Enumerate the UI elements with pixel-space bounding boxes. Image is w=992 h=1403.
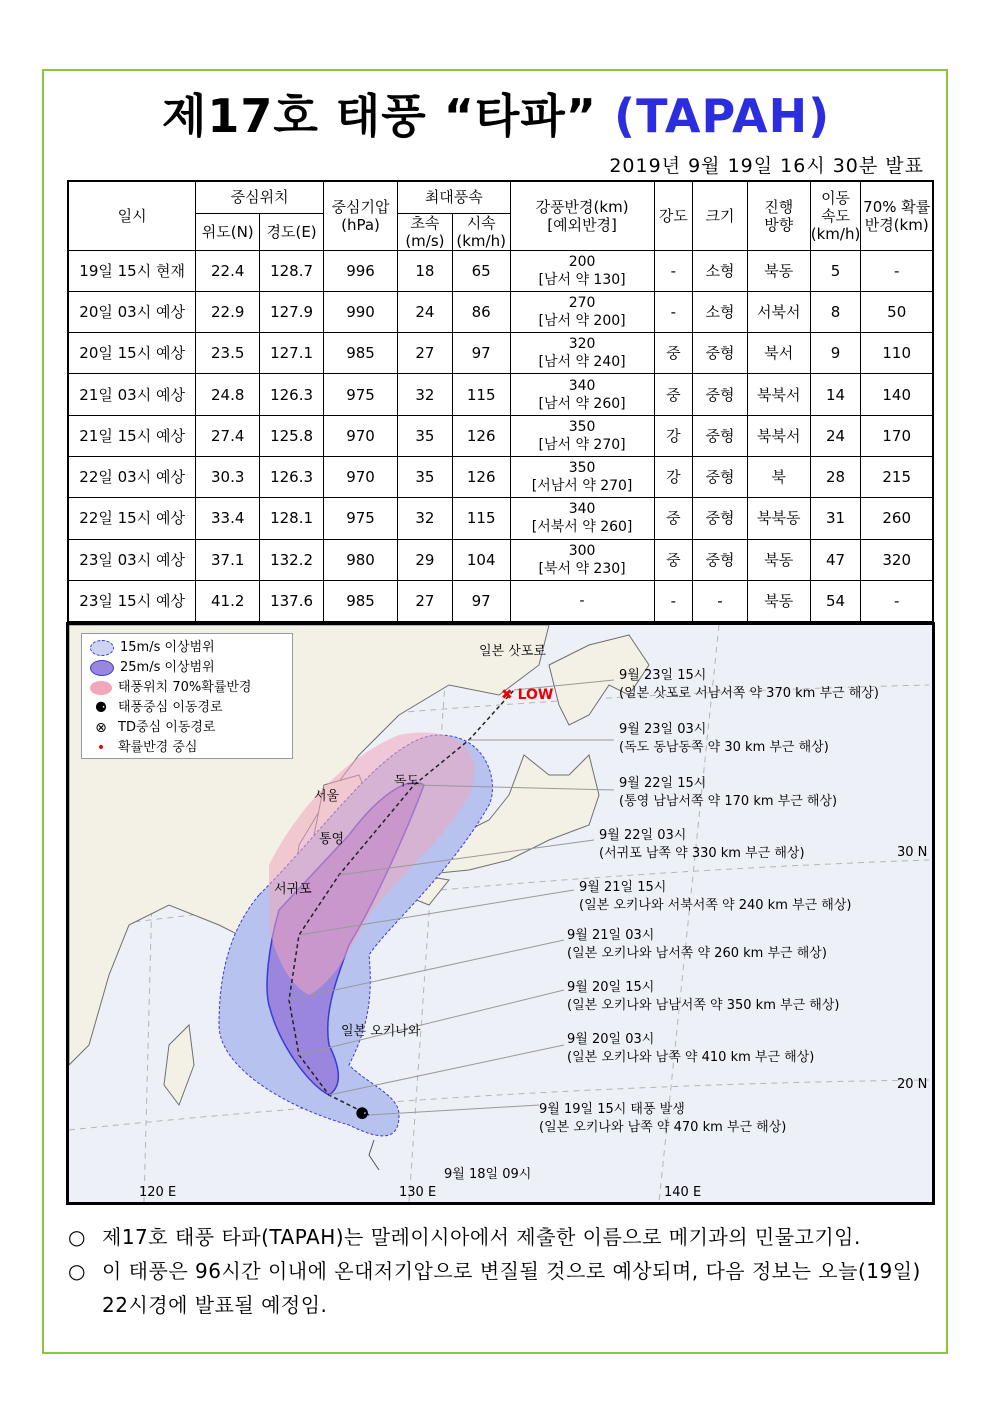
annotation: 9월 22일 03시 (서귀포 남쪽 약 330 km 부근 해상)	[599, 828, 805, 861]
cell-spd: 5	[810, 250, 861, 291]
cell-kmh: 126	[452, 415, 510, 456]
cell-spd: 14	[810, 374, 861, 415]
cell-prob: 110	[861, 333, 933, 374]
cell-p: 970	[324, 415, 398, 456]
title-korean: 제17호 태풍 “타파”	[161, 89, 598, 143]
lon-140: 140 E	[664, 1185, 702, 1200]
cell-p: 975	[324, 374, 398, 415]
legend-prob-center: • 확률반경 중심	[96, 739, 198, 756]
cell-ms: 32	[398, 374, 453, 415]
cell-dir: 북서	[747, 333, 810, 374]
cell-lon: 126.3	[260, 456, 324, 497]
header-direction: 진행 방향	[747, 181, 810, 250]
place-sapporo: 일본 삿포로	[479, 644, 546, 659]
annotation: 9월 20일 03시 (일본 오키나와 남쪽 약 410 km 부근 해상)	[567, 1032, 815, 1065]
cell-spd: 54	[810, 580, 861, 621]
table-row	[68, 374, 933, 415]
cell-spd: 9	[810, 333, 861, 374]
cell-st: -	[654, 580, 693, 621]
header-pressure: 중심기압 (hPa)	[324, 181, 398, 250]
annotation: 9월 19일 15시 태풍 발생 (일본 오키나와 남쪽 약 470 km 부근 해상)	[539, 1102, 787, 1135]
header-lat: 위도(N)	[196, 213, 260, 250]
table-row	[68, 539, 933, 580]
cell-st: -	[654, 250, 693, 291]
cell-lon: 137.6	[260, 580, 324, 621]
cell-lon: 126.3	[260, 374, 324, 415]
header-radius: 강풍반경(km) [예외반경]	[510, 181, 654, 250]
notes	[68, 1220, 930, 1322]
cell-ms: 27	[398, 333, 453, 374]
place-seoul: 서울	[314, 789, 340, 804]
cell-ms: 35	[398, 456, 453, 497]
lat-30: 30 N	[897, 845, 928, 860]
cell-lat: 22.4	[196, 250, 260, 291]
cell-sz: 중형	[693, 374, 748, 415]
cell-kmh: 115	[452, 374, 510, 415]
forecast-table	[67, 180, 934, 623]
cell-sz: 중형	[693, 498, 748, 539]
annotation-td-start: 9월 18일 09시	[444, 1167, 532, 1182]
header-max-wind: 최대풍속	[398, 181, 511, 213]
cell-ms: 18	[398, 250, 453, 291]
cell-lat: 41.2	[196, 580, 260, 621]
annotation: 9월 21일 03시 (일본 오키나와 남서쪽 약 260 km 부근 해상)	[567, 928, 827, 961]
cell-time: 21일 15시 예상	[68, 415, 196, 456]
cell-kmh: 97	[452, 580, 510, 621]
cell-st: 중	[654, 374, 693, 415]
cell-time: 20일 15시 예상	[68, 333, 196, 374]
cell-r: -	[510, 580, 654, 621]
cell-lon: 128.1	[260, 498, 324, 539]
cell-spd: 47	[810, 539, 861, 580]
cell-prob: 170	[861, 415, 933, 456]
cell-time: 23일 15시 예상	[68, 580, 196, 621]
cell-st: 강	[654, 415, 693, 456]
legend-25: 25m/s 이상범위	[90, 658, 215, 678]
table-row	[68, 333, 933, 374]
low-marker: ✖ LOW	[501, 687, 554, 703]
cell-lon: 128.7	[260, 250, 324, 291]
cell-dir: 북동	[747, 250, 810, 291]
cell-st: 중	[654, 333, 693, 374]
header-kmh: 시속 (km/h)	[452, 213, 510, 250]
legend-track: ⚈ 태풍중심 이동경로	[94, 699, 223, 716]
header-lon: 경도(E)	[260, 213, 324, 250]
header-ms: 초속 (m/s)	[398, 213, 453, 250]
cell-kmh: 97	[452, 333, 510, 374]
cell-sz: 중형	[693, 456, 748, 497]
cell-lat: 24.8	[196, 374, 260, 415]
cell-time: 22일 03시 예상	[68, 456, 196, 497]
cell-prob: 260	[861, 498, 933, 539]
cell-prob: 140	[861, 374, 933, 415]
cell-dir: 북동	[747, 580, 810, 621]
cell-time: 23일 03시 예상	[68, 539, 196, 580]
cell-prob: -	[861, 250, 933, 291]
cell-time: 19일 15시 현재	[68, 250, 196, 291]
header-speed: 이동 속도 (km/h)	[810, 181, 861, 250]
cell-sz: 소형	[693, 250, 748, 291]
cell-sz: -	[693, 580, 748, 621]
header-center: 중심위치	[196, 181, 324, 213]
cell-kmh: 104	[452, 539, 510, 580]
cell-prob: -	[861, 580, 933, 621]
annotation: 9월 21일 15시 (일본 오키나와 서북서쪽 약 240 km 부근 해상)	[579, 880, 852, 913]
cell-spd: 28	[810, 456, 861, 497]
cell-lon: 127.1	[260, 333, 324, 374]
table-row	[68, 250, 933, 291]
header-prob: 70% 확률 반경(km)	[861, 181, 933, 250]
cell-time: 20일 03시 예상	[68, 291, 196, 332]
track-map	[66, 622, 935, 1205]
cell-kmh: 65	[452, 250, 510, 291]
cell-prob: 50	[861, 291, 933, 332]
cell-time: 21일 03시 예상	[68, 374, 196, 415]
cell-st: 중	[654, 539, 693, 580]
annotation: 9월 23일 15시 (일본 삿포로 서남서쪽 약 370 km 부근 해상)	[619, 668, 879, 701]
cell-lon: 132.2	[260, 539, 324, 580]
cell-r: 350 [서남서 약 270]	[510, 456, 654, 497]
place-okinawa: 일본 오키나와	[341, 1024, 421, 1039]
note-item: ○ 이 태풍은 96시간 이내에 온대저기압으로 변질될 것으로 예상되며, 다음 정보는 오늘(19일) 22시경에 발표될 예정임.	[68, 1259, 921, 1317]
place-dokdo: 독도	[394, 774, 420, 789]
page-title	[0, 88, 992, 144]
legend-td: ⊗ TD중심 이동경로	[95, 719, 216, 736]
cell-prob: 215	[861, 456, 933, 497]
cell-kmh: 86	[452, 291, 510, 332]
cell-p: 975	[324, 498, 398, 539]
title-english: (TAPAH)	[614, 89, 831, 143]
cell-lat: 30.3	[196, 456, 260, 497]
cell-p: 985	[324, 333, 398, 374]
cell-lon: 125.8	[260, 415, 324, 456]
cell-st: 강	[654, 456, 693, 497]
table-row	[68, 291, 933, 332]
cell-dir: 북북동	[747, 498, 810, 539]
cell-lat: 27.4	[196, 415, 260, 456]
note-item: ○ 제17호 태풍 타파(TAPAH)는 말레이시아에서 제출한 이름으로 메기과의 민물고기임.	[68, 1225, 861, 1249]
table-row	[68, 580, 933, 621]
annotation: 9월 23일 03시 (독도 동남동쪽 약 30 km 부근 해상)	[619, 722, 829, 755]
header-time: 일시	[68, 181, 196, 250]
cell-sz: 중형	[693, 539, 748, 580]
cell-ms: 29	[398, 539, 453, 580]
cell-lat: 23.5	[196, 333, 260, 374]
legend-prob: 태풍위치 70%확률반경	[90, 678, 252, 698]
header-size: 크기	[693, 181, 748, 250]
cell-p: 970	[324, 456, 398, 497]
cell-sz: 중형	[693, 333, 748, 374]
cell-lat: 37.1	[196, 539, 260, 580]
cell-ms: 32	[398, 498, 453, 539]
cell-dir: 북북서	[747, 415, 810, 456]
place-tongyeong: 통영	[319, 832, 345, 847]
cell-ms: 24	[398, 291, 453, 332]
header-strength: 강도	[654, 181, 693, 250]
table-row	[68, 456, 933, 497]
cell-lon: 127.9	[260, 291, 324, 332]
cell-ms: 27	[398, 580, 453, 621]
table-row	[68, 498, 933, 539]
cell-dir: 북동	[747, 539, 810, 580]
cell-r: 300 [북서 약 230]	[510, 539, 654, 580]
cell-sz: 중형	[693, 415, 748, 456]
cell-dir: 북북서	[747, 374, 810, 415]
cell-r: 200 [남서 약 130]	[510, 250, 654, 291]
map-legend	[81, 633, 293, 759]
cell-p: 990	[324, 291, 398, 332]
cell-kmh: 126	[452, 456, 510, 497]
annotation: 9월 20일 15시 (일본 오키나와 남남서쪽 약 350 km 부근 해상)	[567, 980, 840, 1013]
cell-p: 996	[324, 250, 398, 291]
table-row	[68, 415, 933, 456]
cell-kmh: 115	[452, 498, 510, 539]
cell-r: 340 [남서 약 260]	[510, 374, 654, 415]
legend-15: 15m/s 이상범위	[90, 638, 215, 658]
cell-lat: 33.4	[196, 498, 260, 539]
cell-r: 340 [서북서 약 260]	[510, 498, 654, 539]
cell-r: 320 [남서 약 240]	[510, 333, 654, 374]
lon-120: 120 E	[139, 1185, 177, 1200]
cell-r: 350 [남서 약 270]	[510, 415, 654, 456]
cell-dir: 북	[747, 456, 810, 497]
annotation: 9월 22일 15시 (통영 남남서쪽 약 170 km 부근 해상)	[619, 776, 838, 809]
issued-time: 2019년 9월 19일 16시 30분 발표	[609, 155, 924, 177]
cell-p: 985	[324, 580, 398, 621]
cell-r: 270 [남서 약 200]	[510, 291, 654, 332]
cell-st: 중	[654, 498, 693, 539]
cell-prob: 320	[861, 539, 933, 580]
cell-sz: 소형	[693, 291, 748, 332]
cell-spd: 31	[810, 498, 861, 539]
cell-lat: 22.9	[196, 291, 260, 332]
typhoon-symbol: ⚈	[355, 1104, 370, 1123]
place-seogwipo: 서귀포	[274, 882, 312, 897]
cell-spd: 24	[810, 415, 861, 456]
cell-time: 22일 15시 예상	[68, 498, 196, 539]
cell-p: 980	[324, 539, 398, 580]
cell-st: -	[654, 291, 693, 332]
cell-dir: 서북서	[747, 291, 810, 332]
lat-20: 20 N	[897, 1077, 928, 1092]
cell-spd: 8	[810, 291, 861, 332]
lon-130: 130 E	[399, 1185, 437, 1200]
cell-ms: 35	[398, 415, 453, 456]
